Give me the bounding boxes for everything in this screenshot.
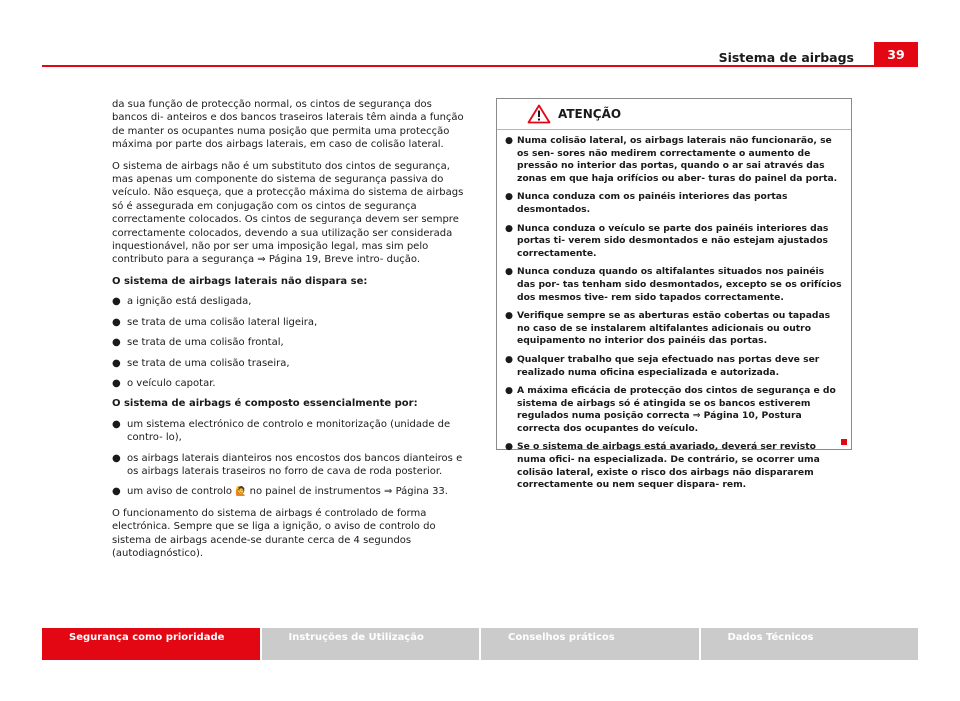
paragraph-self-diagnosis: O funcionamento do sistema de airbags é controlado de forma electrónica. Sempre que se liga a ignição, o aviso de controlo do sistema de airbags acende-se durante cerca de 4 segundos (autodiagnóstico). — [112, 507, 436, 559]
tab-dados-tecnicos[interactable]: Dados Técnicos — [701, 628, 919, 660]
bullet-icon: ● — [505, 385, 514, 397]
warning-item — [505, 310, 843, 348]
list-item — [112, 336, 468, 349]
bullet-icon: ● — [505, 266, 514, 278]
bullet-icon: ● — [112, 316, 121, 328]
bullet-icon: ● — [505, 135, 514, 146]
list-item-text-before: um aviso de controlo — [127, 486, 233, 498]
bullet-icon: ● — [112, 486, 121, 498]
list-item-text: se trata de uma colisão frontal, — [127, 337, 284, 349]
footer-nav — [42, 628, 918, 660]
warning-item — [505, 135, 843, 185]
warning-title: ATENÇÃO — [558, 107, 622, 121]
warning-item — [505, 441, 843, 491]
bullet-icon: ● — [112, 337, 121, 349]
warning-header — [497, 99, 851, 130]
warning-item-text: Qualquer trabalho que seja efectuado nas portas deve ser realizado numa oficina especializada e autorizada. — [517, 353, 820, 378]
warning-triangle-icon — [527, 104, 551, 124]
list-item-text: se trata de uma colisão traseira, — [127, 357, 290, 369]
bullet-icon: ● — [505, 222, 514, 234]
bullet-icon: ● — [112, 357, 121, 369]
warning-body — [497, 130, 851, 492]
list-item — [112, 418, 468, 445]
list-item-text: um sistema electrónico de controlo e monitorização (unidade de contro- lo), — [127, 418, 451, 444]
list-item-text: os airbags laterais dianteiros nos encostos dos bancos dianteiros e os airbags laterais traseiros no forro de cava de roda posterior. — [127, 452, 463, 477]
list-item-text — [127, 485, 468, 499]
list-item — [112, 357, 468, 370]
bullet-icon: ● — [505, 191, 514, 203]
list-item-text: o veículo capotar. — [127, 377, 216, 389]
warning-item-text: Nunca conduza com os painéis interiores das portas desmontados. — [517, 191, 788, 215]
warning-item-text: Nunca conduza o veículo se parte dos painéis interiores das portas ti- verem sido desmontados e não estejam ajustados correctamente. — [517, 222, 829, 259]
warning-item-text: Verifique sempre se as aberturas estão cobertas ou tapadas no caso de se instalarem altifalantes adicionais ou outro equipamento no interior dos painéis das portas. — [517, 310, 831, 347]
list-item-text: se trata de uma colisão lateral ligeira, — [127, 316, 318, 328]
bullet-icon: ● — [112, 452, 121, 464]
subheading-components: O sistema de airbags é composto essencialmente por: — [112, 398, 418, 410]
list-item — [112, 295, 468, 308]
list-item — [112, 485, 468, 499]
warning-item-text: Se o sistema de airbags está avariado, deverá ser revisto numa ofici- na especializada. De contrário, se ocorrer uma colisão lateral, existe o risco dos airbags não dispararem correctamente ou nem sequer dispara- rem. — [517, 441, 820, 491]
bullet-icon: ● — [505, 310, 514, 322]
bullet-icon: ● — [505, 353, 514, 365]
section-title: Sistema de airbags — [718, 50, 854, 65]
page-number-badge: 39 — [874, 42, 918, 66]
list-item — [112, 377, 468, 390]
paragraph-intro: da sua função de protecção normal, os cintos de segurança dos bancos di- anteiros e dos bancos traseiros laterais têm ainda a função de manter os ocupantes numa posição que permita uma protecção máxima por parte dos airbags laterais, em caso de colisão lateral. — [112, 99, 464, 151]
warning-item — [505, 191, 843, 216]
bullet-icon: ● — [505, 441, 514, 453]
header-rule — [42, 65, 918, 67]
warning-item-text: Numa colisão lateral, os airbags laterais não funcionarão, se os sen- sores não medirem correctamente o aumento de pressão no interior das portas, quando o ar sai através das zonas em que haja orifícios ou aber- turas do painel da porta. — [517, 135, 838, 184]
list-item — [112, 316, 468, 329]
warning-item-text: A máxima eficácia de protecção dos cintos de segurança e do sistema de airbags só é atingida se os bancos estiverem regulados numa posição correcta ⇒ Página 10, Postura correcta dos ocupantes do veículo. — [517, 385, 836, 434]
airbag-warning-icon: 🙋 — [235, 487, 247, 498]
warning-item — [505, 354, 843, 379]
subheading-not-deploy: O sistema de airbags laterais não dispara se: — [112, 275, 368, 287]
paragraph-not-substitute: O sistema de airbags não é um substituto dos cintos de segurança, mas apenas um componente do sistema de segurança passiva do veículo. Não esqueça, que a protecção máxima do sistema de airbags só é assegurada em conjugação com os cintos de segurança correctamente colocados. Os cintos de segurança devem ser sempre correctamente colocados, devendo a sua utilização ser considerada inquestionável, não por ser uma imposição legal, mas sim pelo contributo para a segurança ⇒ Página 19, Breve intro- dução. — [112, 160, 464, 266]
list-item-text: a ignição está desligada, — [127, 296, 252, 308]
warning-item-text: Nunca conduza quando os altifalantes situados nos painéis das por- tas tenham sido desmontados, excepto se os orifícios dos mesmos tive- rem sido tapados correctamente. — [517, 266, 842, 303]
list-item-text-after: no painel de instrumentos ⇒ Página 33. — [249, 486, 448, 498]
tab-seguranca[interactable]: Segurança como prioridade — [42, 628, 260, 660]
tab-conselhos[interactable]: Conselhos práticos — [481, 628, 699, 660]
section-end-marker — [841, 439, 847, 445]
warning-item — [505, 223, 843, 261]
warning-item — [505, 266, 843, 304]
bullet-icon: ● — [112, 296, 121, 308]
warning-item — [505, 385, 843, 435]
warning-box — [496, 98, 852, 491]
tab-instrucoes[interactable]: Instruções de Utilização — [262, 628, 480, 660]
body-left-column — [112, 98, 468, 568]
bullet-icon: ● — [112, 418, 121, 430]
list-item — [112, 452, 468, 479]
bullet-icon: ● — [112, 377, 121, 389]
